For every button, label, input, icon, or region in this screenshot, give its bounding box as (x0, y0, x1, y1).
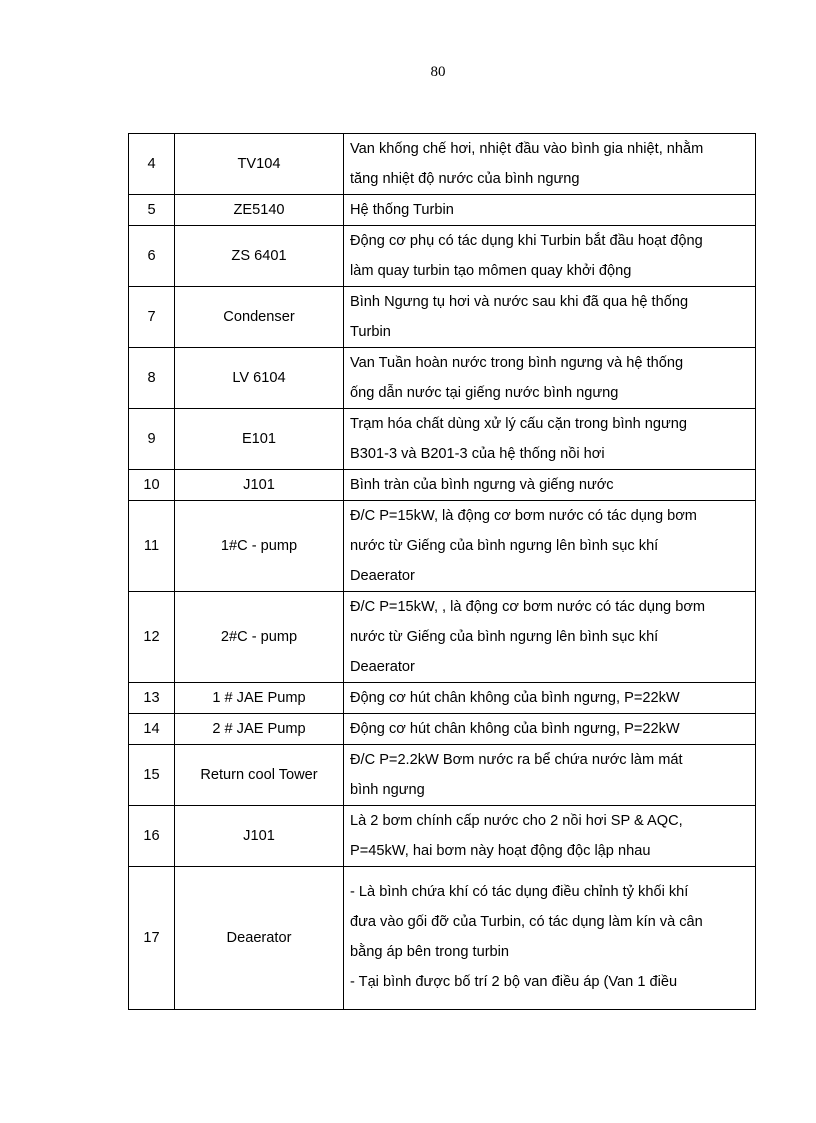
equipment-code-cell: Return cool Tower (175, 745, 344, 806)
description-cell (344, 501, 756, 592)
equipment-table-body (129, 134, 756, 1010)
description-line: nước từ Giếng của bình ngưng lên bình sục khí (350, 629, 659, 645)
description-line: Động cơ hút chân không của bình ngưng, P=22kW (350, 690, 680, 706)
description-cell (344, 683, 756, 714)
description-line: Deaerator (350, 568, 415, 584)
row-number-cell: 6 (129, 226, 175, 287)
description-line: Van Tuần hoàn nước trong bình ngưng và hệ thống (350, 355, 684, 371)
description-cell (344, 409, 756, 470)
equipment-code-cell: Deaerator (175, 867, 344, 1010)
description-line: bình ngưng (350, 782, 425, 798)
description-line: tăng nhiệt độ nước của bình ngưng (350, 171, 580, 187)
description-line: nước từ Giếng của bình ngưng lên bình sục khí (350, 538, 659, 554)
table-row (129, 134, 756, 195)
description-line: - Tại bình được bố trí 2 bộ van điều áp (Van 1 điều (350, 974, 678, 990)
table-row (129, 501, 756, 592)
row-number-cell: 15 (129, 745, 175, 806)
table-row (129, 226, 756, 287)
description-cell (344, 745, 756, 806)
description-line: B301-3 và B201-3 của hệ thống nồi hơi (350, 446, 605, 462)
table-row (129, 745, 756, 806)
table-row (129, 592, 756, 683)
row-number-cell: 17 (129, 867, 175, 1010)
equipment-code-cell: LV 6104 (175, 348, 344, 409)
equipment-code-cell: 2 # JAE Pump (175, 714, 344, 745)
row-number-cell: 7 (129, 287, 175, 348)
description-line: - Là bình chứa khí có tác dụng điều chỉnh tỷ khối khí (350, 884, 689, 900)
equipment-code-cell: Condenser (175, 287, 344, 348)
equipment-code-cell: E101 (175, 409, 344, 470)
row-number-cell: 4 (129, 134, 175, 195)
description-line: Đ/C P=15kW, là động cơ bơm nước có tác dụng bơm (350, 508, 697, 524)
row-number-cell: 8 (129, 348, 175, 409)
description-cell (344, 806, 756, 867)
equipment-code-cell: ZE5140 (175, 195, 344, 226)
description-line: P=45kW, hai bơm này hoạt động độc lập nhau (350, 843, 651, 859)
equipment-code-cell: 1 # JAE Pump (175, 683, 344, 714)
description-cell (344, 134, 756, 195)
table-row (129, 714, 756, 745)
row-number-cell: 16 (129, 806, 175, 867)
table-row (129, 348, 756, 409)
row-number-cell: 14 (129, 714, 175, 745)
description-cell (344, 470, 756, 501)
row-number-cell: 9 (129, 409, 175, 470)
row-number-cell: 11 (129, 501, 175, 592)
description-line: ống dẫn nước tại giếng nước bình ngưng (350, 385, 619, 401)
equipment-code-cell: J101 (175, 806, 344, 867)
description-line: làm quay turbin tạo mômen quay khởi động (350, 263, 632, 279)
description-cell (344, 867, 756, 1010)
row-number-cell: 5 (129, 195, 175, 226)
description-line: bằng áp bên trong turbin (350, 944, 510, 960)
table-row (129, 409, 756, 470)
description-line: Bình tràn của bình ngưng và giếng nước (350, 477, 614, 493)
description-line: Hệ thống Turbin (350, 202, 454, 218)
page-number: 80 (430, 64, 446, 80)
equipment-code-cell: J101 (175, 470, 344, 501)
description-line: Trạm hóa chất dùng xử lý cấu cặn trong bình ngưng (350, 416, 688, 432)
table-row (129, 287, 756, 348)
description-cell (344, 287, 756, 348)
row-number-cell: 10 (129, 470, 175, 501)
table-row (129, 806, 756, 867)
description-cell (344, 714, 756, 745)
equipment-code-cell: TV104 (175, 134, 344, 195)
row-number-cell: 13 (129, 683, 175, 714)
description-line: Là 2 bơm chính cấp nước cho 2 nồi hơi SP & AQC, (350, 813, 683, 829)
description-cell (344, 592, 756, 683)
table-row (129, 867, 756, 1010)
description-line: Đ/C P=15kW, , là động cơ bơm nước có tác dụng bơm (350, 599, 706, 615)
description-line: Động cơ hút chân không của bình ngưng, P=22kW (350, 721, 680, 737)
description-line: Động cơ phụ có tác dụng khi Turbin bắt đầu hoạt động (350, 233, 703, 249)
description-cell (344, 348, 756, 409)
table-row (129, 195, 756, 226)
description-line: đưa vào gối đỡ của Turbin, có tác dụng làm kín và cân (350, 914, 703, 930)
equipment-code-cell: 1#C - pump (175, 501, 344, 592)
description-line: Van khống chế hơi, nhiệt đầu vào bình gia nhiệt, nhằm (350, 141, 704, 157)
equipment-code-cell: 2#C - pump (175, 592, 344, 683)
row-number-cell: 12 (129, 592, 175, 683)
description-cell (344, 226, 756, 287)
table-row (129, 683, 756, 714)
description-line: Bình Ngưng tụ hơi và nước sau khi đã qua hệ thống (350, 294, 689, 310)
equipment-table (128, 133, 756, 1010)
description-line: Deaerator (350, 659, 415, 675)
table-row (129, 470, 756, 501)
description-cell (344, 195, 756, 226)
description-line: Turbin (350, 324, 391, 340)
equipment-code-cell: ZS 6401 (175, 226, 344, 287)
description-line: Đ/C P=2.2kW Bơm nước ra bể chứa nước làm mát (350, 752, 683, 768)
